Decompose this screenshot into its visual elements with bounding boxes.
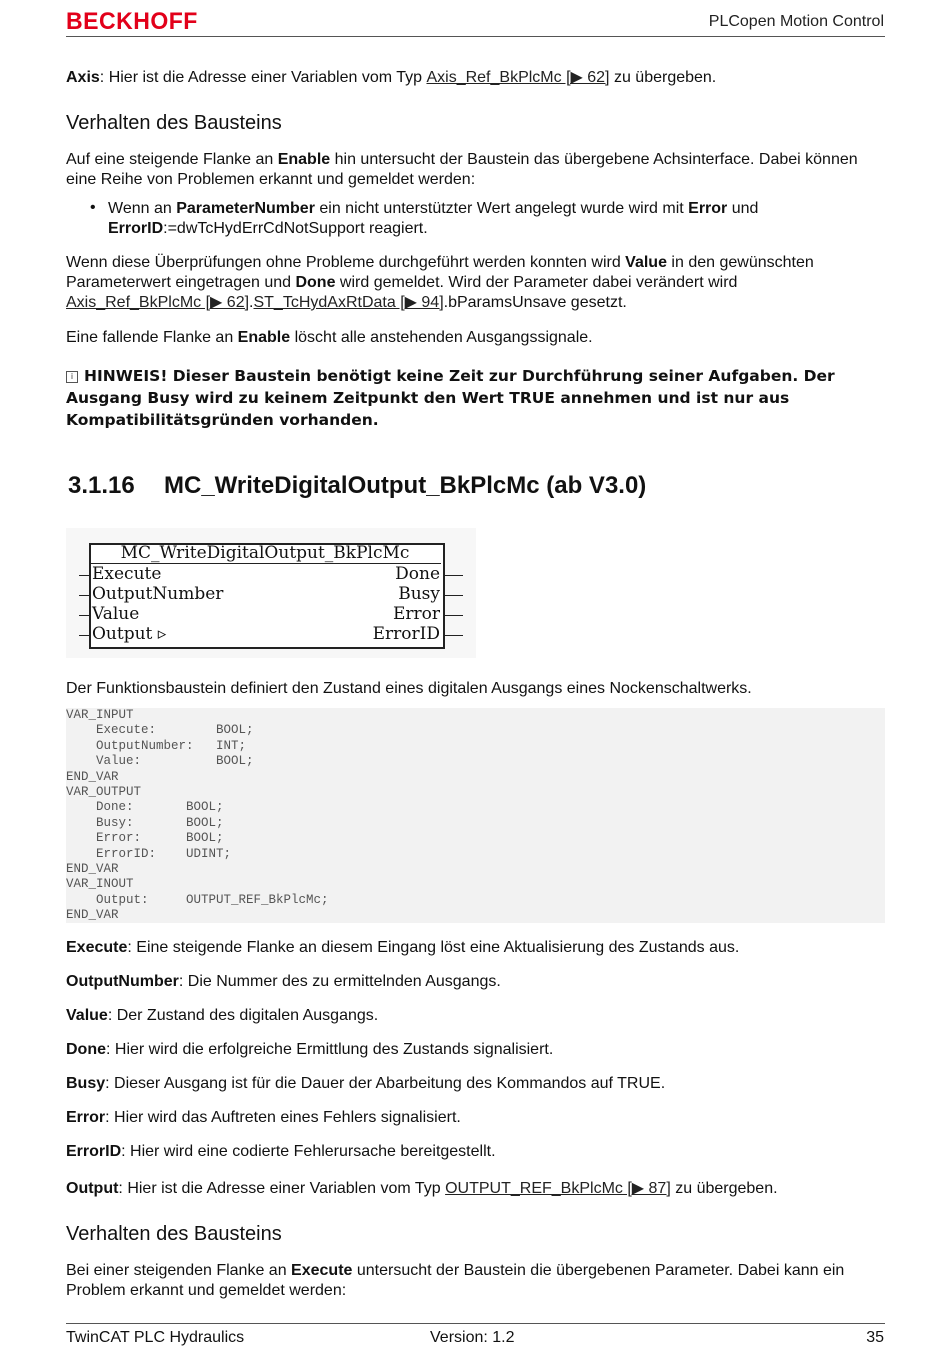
pin-line (443, 595, 463, 596)
text: löscht alle anstehenden Ausgangssignale. (290, 329, 593, 346)
param-output (66, 1179, 866, 1199)
text: hin untersucht der Baustein das übergebene Achsinterface. Dabei können eine Reihe von Problemen erkannt und gemeldet werden: (66, 151, 858, 188)
param-text: : Dieser Ausgang ist für die Dauer der Abarbeitung des Kommandos auf TRUE. (105, 1075, 666, 1092)
pin-line (79, 635, 89, 636)
pin-line (443, 615, 463, 616)
section-number: 3.1.16 (68, 472, 135, 499)
footer-divider (66, 1323, 885, 1324)
param-outputnumber (66, 972, 866, 992)
param-name: ErrorID (66, 1143, 122, 1160)
param-text: : Hier wird eine codierte Fehlerursache bereitgestellt. (121, 1143, 496, 1160)
param-name: Busy (66, 1075, 106, 1092)
axis-ref-link[interactable]: Axis_Ref_BkPlcMc [▶ 62] (426, 69, 610, 86)
bold: ParameterNumber (176, 200, 315, 217)
param-text: : Die Nummer des zu ermittelnden Ausgangs. (178, 973, 501, 990)
axis-param (66, 68, 866, 88)
fb-output-errorid: ErrorID (372, 624, 440, 644)
text: und (727, 200, 759, 217)
fb-input-outputnumber: OutputNumber (92, 584, 224, 604)
fb-input-execute: Execute (92, 564, 162, 584)
behavior-paragraph-2 (66, 253, 876, 313)
pin-line (79, 615, 89, 616)
param-text: zu übergeben. (670, 1180, 778, 1197)
param-text: : Hier wird das Auftreten eines Fehlers signalisiert. (105, 1109, 461, 1126)
param-text: : Der Zustand des digitalen Ausgangs. (107, 1007, 379, 1024)
axis-tail: zu übergeben. (609, 69, 717, 86)
bold: Execute (291, 1262, 353, 1279)
text: .bParamsUnsave gesetzt. (443, 294, 627, 311)
param-name: Execute (66, 939, 128, 956)
page-number: 35 (866, 1329, 884, 1346)
param-name: Error (66, 1109, 106, 1126)
text: Wenn diese Überprüfungen ohne Probleme durchgeführt werden konnten wird (66, 254, 626, 271)
bold: ErrorID (108, 220, 164, 237)
text: :=dwTcHydErrCdNotSupport reagiert. (163, 220, 428, 237)
fb-input-value: Value (92, 604, 140, 624)
fb-input-output: Output ▹ (92, 624, 167, 644)
axis-label: Axis (66, 69, 100, 86)
text: Bei einer steigenden Flanke an (66, 1262, 292, 1279)
axis-ref-link[interactable]: Axis_Ref_BkPlcMc [▶ 62] (66, 294, 250, 311)
header-divider (66, 36, 885, 37)
pin-line (443, 575, 463, 576)
fb-output-error: Error (392, 604, 440, 624)
fb-output-done: Done (395, 564, 440, 584)
param-text: : Hier wird die erfolgreiche Ermittlung des Zustands signalisiert. (106, 1041, 554, 1058)
bullet-item (108, 199, 868, 239)
output-ref-link[interactable]: OUTPUT_REF_BkPlcMc [▶ 87] (445, 1180, 671, 1197)
footer-product: TwinCAT PLC Hydraulics (66, 1329, 245, 1346)
param-text: : Hier ist die Adresse einer Variablen vom Typ (118, 1180, 446, 1197)
bold: Value (625, 254, 667, 271)
fb-output-busy: Busy (398, 584, 440, 604)
bold: Error (688, 200, 728, 217)
rtdata-link[interactable]: ST_TcHydAxRtData [▶ 94] (253, 294, 444, 311)
text: . (249, 294, 254, 311)
param-name: Value (66, 1007, 108, 1024)
behavior-paragraph-1 (66, 150, 866, 190)
code-block (66, 708, 885, 923)
param-execute (66, 938, 866, 958)
param-text: : Eine steigende Flanke an diesem Eingang löst eine Aktualisierung des Zustands aus. (127, 939, 740, 956)
note-text: HINWEIS! Dieser Baustein benötigt keine Zeit zur Durchführung seiner Aufgaben. Der Ausgang Busy wird zu keinem Zeitpunkt den Wert TRUE annehmen und ist nur aus Kompatibilitätsgründen vorhanden. (66, 367, 835, 429)
pin-line (443, 635, 463, 636)
bold: Done (295, 274, 336, 291)
text: untersucht der Baustein die übergebenen Parameter. Dabei kann ein Problem erkannt und gemeldet werden: (66, 1262, 845, 1299)
param-errorid (66, 1142, 866, 1162)
behavior-heading-2: Verhalten des Bausteins (66, 1223, 282, 1245)
param-name: OutputNumber (66, 973, 179, 990)
enable-bold: Enable (277, 151, 331, 168)
param-error (66, 1108, 866, 1128)
text: wird gemeldet. Wird der Parameter dabei verändert wird (335, 274, 738, 291)
function-block-name: MC_WriteDigitalOutput_BkPlcMc (89, 543, 441, 564)
param-done (66, 1040, 866, 1060)
param-name: Done (66, 1041, 106, 1058)
behavior-heading-1: Verhalten des Bausteins (66, 112, 282, 134)
pin-line (79, 595, 89, 596)
behavior-paragraph-3 (66, 328, 866, 348)
bullet-marker: • (90, 199, 96, 216)
axis-text: : Hier ist die Adresse einer Variablen vom Typ (99, 69, 427, 86)
beckhoff-logo: BECKHOFF (66, 8, 198, 35)
behavior-paragraph-4 (66, 1261, 876, 1301)
pin-line (79, 575, 89, 576)
section-title: MC_WriteDigitalOutput_BkPlcMc (ab V3.0) (164, 472, 647, 499)
text: in den gewünschten Parameterwert eingetragen und (66, 254, 814, 291)
bold: Enable (237, 329, 291, 346)
text: ein nicht unterstützter Wert angelegt wurde wird mit (314, 200, 689, 217)
footer-version: Version: 1.2 (430, 1329, 515, 1346)
text: Auf eine steigende Flanke an (66, 151, 278, 168)
info-icon: i (66, 371, 78, 383)
text: Eine fallende Flanke an (66, 329, 238, 346)
param-busy (66, 1074, 866, 1094)
fb-description: Der Funktionsbaustein definiert den Zustand eines digitalen Ausgangs eines Nockenschaltwerks. (66, 680, 752, 697)
param-value (66, 1006, 866, 1026)
note-hinweis (66, 365, 866, 431)
text: Wenn an (108, 200, 177, 217)
code-text: VAR_INPUT Execute: BOOL; OutputNumber: INT; Value: BOOL; END_VAR VAR_OUTPUT Done: BOOL; Busy: BOOL; Error: BOOL; ErrorID: UDINT; END_VAR VAR_INOUT Output: OUTPUT_REF_BkPlcMc; END_VAR (66, 708, 329, 923)
header-section-title: PLCopen Motion Control (708, 13, 884, 30)
param-name: Output (66, 1180, 119, 1197)
